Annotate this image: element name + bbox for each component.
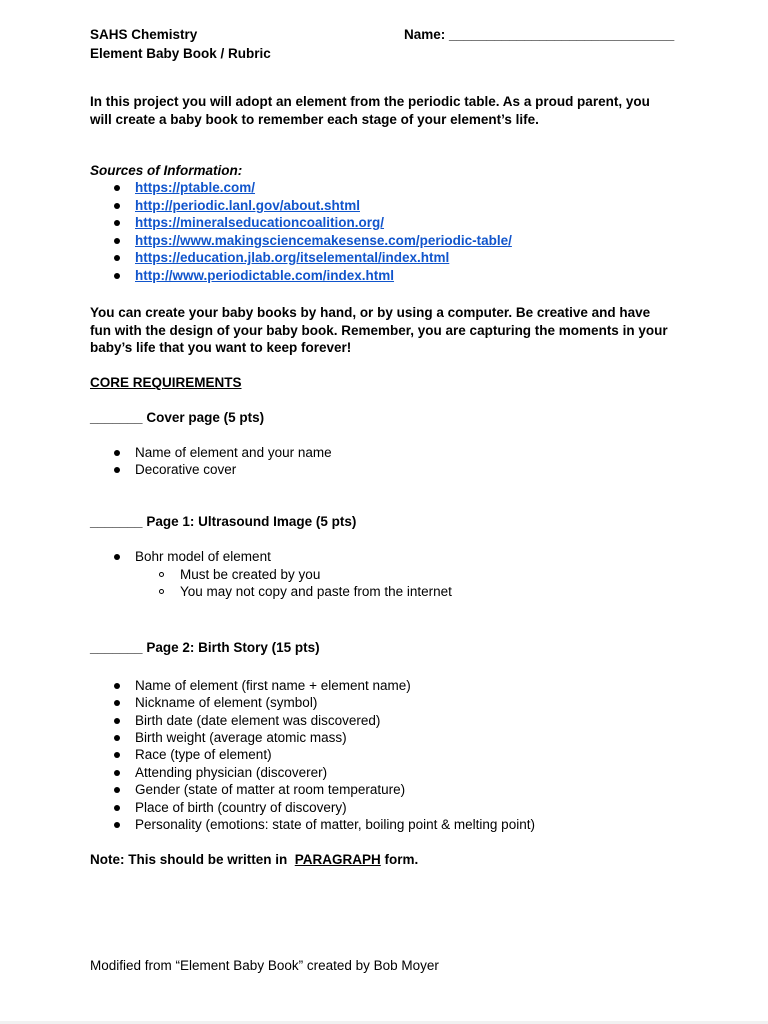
sub-bullet-icon — [159, 589, 164, 594]
bullet-icon — [114, 273, 120, 279]
name-field[interactable] — [404, 26, 674, 43]
section-birth-story-heading — [90, 639, 320, 656]
list-item: Nickname of element (symbol) — [135, 695, 318, 710]
document-title: Element Baby Book / Rubric — [90, 46, 271, 61]
list-item: Place of birth (country of discovery) — [135, 800, 347, 815]
list-item: Decorative cover — [135, 462, 237, 477]
bullet-icon — [114, 752, 120, 758]
score-blank: _______ — [90, 640, 143, 655]
bullet-icon — [114, 467, 120, 473]
source-link[interactable]: https://mineralseducationcoalition.org/ — [135, 215, 385, 230]
sub-list-item: You may not copy and paste from the internet — [180, 584, 452, 599]
bullet-icon — [114, 805, 120, 811]
sub-bullet-icon — [159, 572, 164, 577]
list-item: Name of element and your name — [135, 445, 332, 460]
sources-heading: Sources of Information: — [90, 163, 243, 178]
bullet-icon — [114, 787, 120, 793]
bullet-icon — [114, 554, 120, 560]
footer-credit: Modified from “Element Baby Book” created by Bob Moyer — [90, 958, 439, 973]
section-title: Page 2: Birth Story (15 pts) — [146, 640, 320, 655]
section-ultrasound-heading — [90, 513, 356, 530]
list-item: Personality (emotions: state of matter, boiling point & melting point) — [135, 817, 535, 832]
source-link[interactable]: https://ptable.com/ — [135, 180, 256, 195]
source-link[interactable]: http://www.periodictable.com/index.html — [135, 268, 395, 283]
bullet-icon — [114, 185, 120, 191]
list-item: Attending physician (discoverer) — [135, 765, 328, 780]
bullet-icon — [114, 700, 120, 706]
creative-paragraph: You can create your baby books by hand, or by using a computer. Be creative and have fun with the design of your baby book. Remember, you are capturing the moments in your baby’s life that you want to keep forever! — [90, 305, 668, 355]
bullet-icon — [114, 220, 120, 226]
section-cover-heading — [90, 409, 264, 426]
note-suffix: form. — [384, 852, 419, 867]
list-item: Race (type of element) — [135, 747, 272, 762]
bullet-icon — [114, 683, 120, 689]
bullet-icon — [114, 238, 120, 244]
note-prefix: Note: This should be written in — [90, 852, 288, 867]
core-requirements-heading: CORE REQUIREMENTS — [90, 375, 242, 390]
list-item: Bohr model of element — [135, 549, 271, 564]
score-blank: _______ — [90, 514, 143, 529]
list-item: Birth weight (average atomic mass) — [135, 730, 347, 745]
bullet-icon — [114, 203, 120, 209]
source-link[interactable]: https://education.jlab.org/itselemental/index.html — [135, 250, 450, 265]
list-item: Name of element (first name + element name) — [135, 678, 411, 693]
source-link[interactable]: https://www.makingsciencemakesense.com/periodic-table/ — [135, 233, 512, 248]
list-item: Gender (state of matter at room temperature) — [135, 782, 406, 797]
sub-list-item: Must be created by you — [180, 567, 321, 582]
source-link[interactable]: http://periodic.lanl.gov/about.shtml — [135, 198, 360, 213]
section-title: Cover page (5 pts) — [146, 410, 265, 425]
intro-paragraph: In this project you will adopt an element from the periodic table. As a proud parent, you will create a baby book to remember each stage of your element’s life. — [90, 94, 650, 127]
paragraph-note — [90, 851, 418, 868]
section-title: Page 1: Ultrasound Image (5 pts) — [146, 514, 357, 529]
bullet-icon — [114, 718, 120, 724]
course-name: SAHS Chemistry — [90, 27, 198, 42]
note-emphasis: PARAGRAPH — [294, 852, 381, 867]
name-label: Name: — [404, 27, 446, 42]
bullet-icon — [114, 770, 120, 776]
bullet-icon — [114, 450, 120, 456]
name-blank: ______________________________ — [449, 27, 675, 42]
bullet-icon — [114, 255, 120, 261]
score-blank: _______ — [90, 410, 143, 425]
bullet-icon — [114, 822, 120, 828]
list-item: Birth date (date element was discovered) — [135, 713, 381, 728]
bullet-icon — [114, 735, 120, 741]
